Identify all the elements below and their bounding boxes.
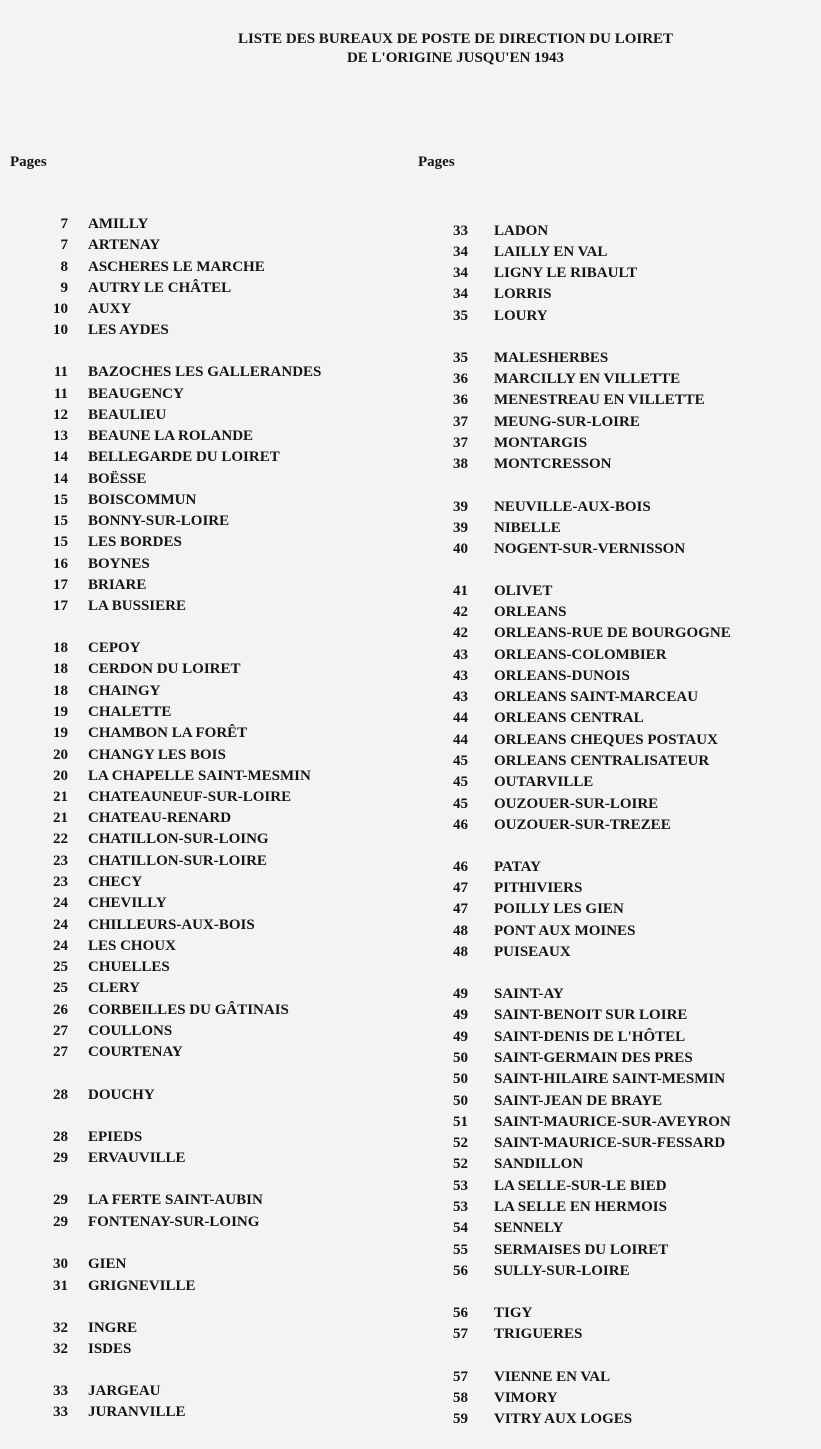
page-number: 21 (53, 789, 68, 805)
page-number: 51 (453, 1114, 468, 1130)
page-number: 17 (53, 577, 68, 593)
office-name: SANDILLON (494, 1156, 584, 1172)
office-name: BRIARE (88, 577, 147, 593)
page-number: 9 (60, 280, 68, 296)
office-name: BONNY-SUR-LOIRE (88, 513, 230, 529)
page-number: 57 (453, 1369, 468, 1385)
office-name: MONTCRESSON (494, 456, 612, 472)
page-number: 54 (453, 1220, 468, 1236)
office-name: VIMORY (494, 1390, 558, 1406)
office-name: ORLEANS CENTRALISATEUR (494, 753, 710, 769)
office-name: LA FERTE SAINT-AUBIN (88, 1192, 263, 1208)
page-number: 37 (453, 414, 468, 430)
office-name: COULLONS (88, 1023, 173, 1039)
page-number: 29 (53, 1150, 68, 1166)
page-number: 48 (453, 944, 468, 960)
page-number: 35 (453, 350, 468, 366)
office-name: PONT AUX MOINES (494, 923, 636, 939)
page-number: 48 (453, 923, 468, 939)
office-name: SAINT-JEAN DE BRAYE (494, 1093, 663, 1109)
page-number: 32 (53, 1341, 68, 1357)
page-number: 36 (453, 371, 468, 387)
office-name: BOYNES (88, 556, 150, 572)
page-number: 15 (53, 534, 68, 550)
page-number: 33 (53, 1404, 68, 1420)
page-number: 27 (53, 1044, 68, 1060)
office-name: CHUELLES (88, 959, 170, 975)
page-number: 41 (453, 583, 468, 599)
office-name: CHATEAU-RENARD (88, 810, 232, 826)
page-number: 12 (53, 407, 68, 423)
page-number: 50 (453, 1050, 468, 1066)
pages-header-left: Pages (10, 154, 47, 170)
page-number: 45 (453, 753, 468, 769)
page-number: 34 (453, 286, 468, 302)
page-number: 27 (53, 1023, 68, 1039)
office-name: ISDES (88, 1341, 132, 1357)
office-name: BOISCOMMUN (88, 492, 197, 508)
office-name: BEAUNE LA ROLANDE (88, 428, 254, 444)
office-name: SAINT-AY (494, 986, 564, 1002)
page-number: 59 (453, 1411, 468, 1427)
page-number: 20 (53, 768, 68, 784)
office-name: CHALETTE (88, 704, 172, 720)
page-number: 45 (453, 774, 468, 790)
page-number: 24 (53, 895, 68, 911)
page-number: 23 (53, 874, 68, 890)
office-name: BEAUGENCY (88, 386, 184, 402)
title-line-2: DE L'ORIGINE JUSQU'EN 1943 (346, 50, 565, 66)
page-number: 13 (53, 428, 68, 444)
office-name: CHATILLON-SUR-LOIRE (88, 853, 267, 869)
page-number: 22 (53, 831, 68, 847)
office-name: PATAY (494, 859, 541, 875)
page-number: 43 (453, 689, 468, 705)
page-number: 47 (453, 880, 468, 896)
office-name: VITRY AUX LOGES (494, 1411, 633, 1427)
page-number: 35 (453, 308, 468, 324)
office-name: JURANVILLE (88, 1404, 186, 1420)
office-name: BOËSSE (88, 471, 147, 487)
page-number: 42 (453, 625, 468, 641)
office-name: PITHIVIERS (494, 880, 583, 896)
office-name: CLERY (88, 980, 140, 996)
page-number: 44 (453, 732, 468, 748)
page-number: 18 (53, 640, 68, 656)
office-name: INGRE (88, 1320, 138, 1336)
page-number: 32 (53, 1320, 68, 1336)
page-number: 29 (53, 1214, 68, 1230)
office-name: LA SELLE-SUR-LE BIED (494, 1178, 667, 1194)
page-number: 36 (453, 392, 468, 408)
page-number: 49 (453, 986, 468, 1002)
office-name: FONTENAY-SUR-LOING (88, 1214, 260, 1230)
page-number: 37 (453, 435, 468, 451)
office-name: SAINT-GERMAIN DES PRES (494, 1050, 693, 1066)
pages-header-right: Pages (418, 154, 455, 170)
office-name: JARGEAU (88, 1383, 161, 1399)
page-number: 28 (53, 1087, 68, 1103)
office-name: VIENNE EN VAL (494, 1369, 611, 1385)
page-number: 17 (53, 598, 68, 614)
office-name: MONTARGIS (494, 435, 588, 451)
office-name: NIBELLE (494, 520, 561, 536)
page-number: 46 (453, 859, 468, 875)
office-name: OLIVET (494, 583, 553, 599)
office-name: BEAULIEU (88, 407, 167, 423)
office-name: LA BUSSIERE (88, 598, 186, 614)
office-name: GIEN (88, 1256, 127, 1272)
office-name: AUTRY LE CHÂTEL (88, 280, 232, 296)
page-number: 15 (53, 513, 68, 529)
office-name: LES BORDES (88, 534, 182, 550)
page-number: 42 (453, 604, 468, 620)
office-name: ORLEANS-COLOMBIER (494, 647, 667, 663)
office-name: NEUVILLE-AUX-BOIS (494, 499, 651, 515)
office-name: OUZOUER-SUR-TREZEE (494, 817, 671, 833)
office-name: BAZOCHES LES GALLERANDES (88, 364, 322, 380)
office-name: SENNELY (494, 1220, 564, 1236)
page-number: 55 (453, 1242, 468, 1258)
office-name: ORLEANS-DUNOIS (494, 668, 630, 684)
office-name: MALESHERBES (494, 350, 609, 366)
page-number: 43 (453, 668, 468, 684)
page-number: 18 (53, 683, 68, 699)
page-number: 52 (453, 1135, 468, 1151)
office-name: COURTENAY (88, 1044, 183, 1060)
page-number: 20 (53, 747, 68, 763)
office-name: CHATEAUNEUF-SUR-LOIRE (88, 789, 292, 805)
page-number: 24 (53, 938, 68, 954)
office-name: CEPOY (88, 640, 141, 656)
page-number: 39 (453, 499, 468, 515)
page-number: 49 (453, 1029, 468, 1045)
page-number: 52 (453, 1156, 468, 1172)
page-number: 24 (53, 917, 68, 933)
office-name: ORLEANS CENTRAL (494, 710, 644, 726)
page-number: 23 (53, 853, 68, 869)
office-name: ORLEANS SAINT-MARCEAU (494, 689, 699, 705)
page-number: 14 (53, 449, 68, 465)
office-name: CHANGY LES BOIS (88, 747, 226, 763)
office-name: CHATILLON-SUR-LOING (88, 831, 269, 847)
office-name: LA SELLE EN HERMOIS (494, 1199, 667, 1215)
page-number: 58 (453, 1390, 468, 1406)
office-name: AUXY (88, 301, 132, 317)
page-number: 14 (53, 471, 68, 487)
page-number: 25 (53, 980, 68, 996)
office-name: ARTENAY (88, 237, 161, 253)
office-name: CHEVILLY (88, 895, 167, 911)
page-number: 34 (453, 244, 468, 260)
office-name: SAINT-MAURICE-SUR-FESSARD (494, 1135, 726, 1151)
office-name: CHECY (88, 874, 143, 890)
office-name: LES AYDES (88, 322, 169, 338)
office-name: AMILLY (88, 216, 149, 232)
office-name: LES CHOUX (88, 938, 176, 954)
page-number: 16 (53, 556, 68, 572)
page-number: 31 (53, 1278, 68, 1294)
page-number: 44 (453, 710, 468, 726)
page-number: 38 (453, 456, 468, 472)
office-name: ERVAUVILLE (88, 1150, 186, 1166)
office-name: OUZOUER-SUR-LOIRE (494, 796, 659, 812)
page-number: 53 (453, 1199, 468, 1215)
office-name: MARCILLY EN VILLETTE (494, 371, 681, 387)
office-name: CHILLEURS-AUX-BOIS (88, 917, 255, 933)
office-name: PUISEAUX (494, 944, 571, 960)
office-name: LAILLY EN VAL (494, 244, 608, 260)
office-name: CORBEILLES DU GÂTINAIS (88, 1002, 289, 1018)
page-number: 19 (53, 725, 68, 741)
office-name: SAINT-DENIS DE L'HÔTEL (494, 1029, 686, 1045)
page-number: 25 (53, 959, 68, 975)
page-number: 45 (453, 796, 468, 812)
page-number: 10 (53, 301, 68, 317)
page-number: 7 (60, 216, 68, 232)
document-title (0, 30, 821, 68)
page-number: 33 (53, 1383, 68, 1399)
office-name: NOGENT-SUR-VERNISSON (494, 541, 686, 557)
page-number: 47 (453, 901, 468, 917)
page-number: 8 (60, 259, 68, 275)
office-name: ORLEANS CHEQUES POSTAUX (494, 732, 718, 748)
office-name: CHAINGY (88, 683, 161, 699)
office-name: EPIEDS (88, 1129, 143, 1145)
office-name: ORLEANS-RUE DE BOURGOGNE (494, 625, 731, 641)
office-name: TRIGUERES (494, 1326, 583, 1342)
office-name: ASCHERES LE MARCHE (88, 259, 265, 275)
office-name: CHAMBON LA FORÊT (88, 725, 248, 741)
office-name: BELLEGARDE DU LOIRET (88, 449, 280, 465)
office-name: DOUCHY (88, 1087, 155, 1103)
page-number: 30 (53, 1256, 68, 1272)
page-number: 10 (53, 322, 68, 338)
office-name: CERDON DU LOIRET (88, 661, 241, 677)
office-name: LIGNY LE RIBAULT (494, 265, 638, 281)
page-number: 21 (53, 810, 68, 826)
office-name: MENESTREAU EN VILLETTE (494, 392, 705, 408)
page-number: 56 (453, 1305, 468, 1321)
page-number: 53 (453, 1178, 468, 1194)
page-number: 50 (453, 1071, 468, 1087)
page-number: 18 (53, 661, 68, 677)
page-number: 56 (453, 1263, 468, 1279)
page-number: 11 (53, 386, 68, 402)
title-line-1: LISTE DES BUREAUX DE POSTE DE DIRECTION DU LOIRET (237, 31, 674, 47)
page-number: 50 (453, 1093, 468, 1109)
office-name: MEUNG-SUR-LOIRE (494, 414, 640, 430)
page-number: 15 (53, 492, 68, 508)
page-number: 34 (453, 265, 468, 281)
office-name: GRIGNEVILLE (88, 1278, 196, 1294)
office-name: LADON (494, 223, 549, 239)
office-name: LA CHAPELLE SAINT-MESMIN (88, 768, 311, 784)
page-number: 49 (453, 1007, 468, 1023)
page-number: 28 (53, 1129, 68, 1145)
page-number: 29 (53, 1192, 68, 1208)
office-name: LOURY (494, 308, 548, 324)
page-number: 19 (53, 704, 68, 720)
office-name: POILLY LES GIEN (494, 901, 624, 917)
office-name: SAINT-HILAIRE SAINT-MESMIN (494, 1071, 726, 1087)
office-name: SAINT-BENOIT SUR LOIRE (494, 1007, 688, 1023)
office-name: TIGY (494, 1305, 533, 1321)
page-number: 40 (453, 541, 468, 557)
office-name: OUTARVILLE (494, 774, 594, 790)
page-number: 11 (53, 364, 68, 380)
office-name: SAINT-MAURICE-SUR-AVEYRON (494, 1114, 731, 1130)
page-number: 7 (60, 237, 68, 253)
page-number: 39 (453, 520, 468, 536)
page-number: 46 (453, 817, 468, 833)
page-number: 26 (53, 1002, 68, 1018)
page-number: 33 (453, 223, 468, 239)
page-number: 57 (453, 1326, 468, 1342)
office-name: SULLY-SUR-LOIRE (494, 1263, 630, 1279)
office-name: SERMAISES DU LOIRET (494, 1242, 669, 1258)
office-name: ORLEANS (494, 604, 567, 620)
page-number: 43 (453, 647, 468, 663)
office-name: LORRIS (494, 286, 552, 302)
